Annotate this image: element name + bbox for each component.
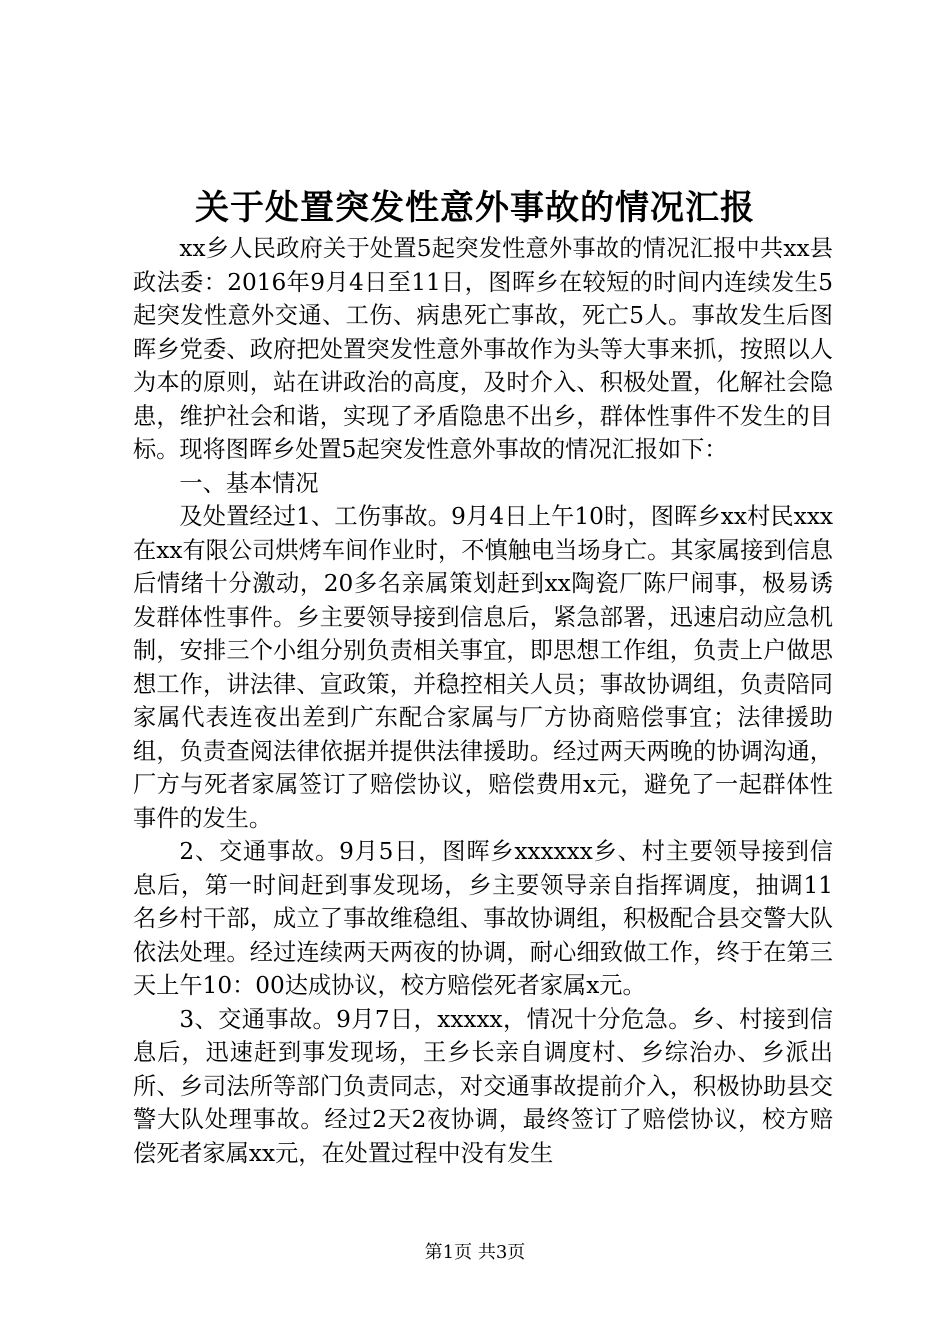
paragraph-intro: xx乡人民政府关于处置5起突发性意外事故的情况汇报中共xx县政法委：2016年9月4日至11日，图晖乡在较短的时间内连续发生5起突发性意外交通、工伤、病患死亡事故，死亡5人。事故发生后图晖乡党委、政府把处置突发性意外事故作为头等大事来抓，按照以人为本的原则，站在讲政治的高度，及时介入、积极处置，化解社会隐患，维护社会和谐，实现了矛盾隐患不出乡，群体性事件不发生的目标。现将图晖乡处置5起突发性意外事故的情况汇报如下：	[133, 235, 833, 463]
document-title: 关于处置突发性意外事故的情况汇报	[195, 188, 755, 228]
section-heading-basic-info: 一、基本情况	[179, 469, 319, 497]
document-body	[133, 232, 833, 1170]
paragraph-traffic-accident-3: 3、交通事故。9月7日，xxxxx，情况十分危急。乡、村接到信息后，迅速赶到事发现场，王乡长亲自调度村、乡综治办、乡派出所、乡司法所等部门负责同志，对交通事故提前介入，积极协助县交警大队处理事故。经过2天2夜协调，最终签订了赔偿协议，校方赔偿死者家属xx元，在处置过程中没有发生	[133, 1005, 833, 1167]
page-number-footer: 第1页 共3页	[424, 1242, 526, 1263]
paragraph-work-injury: 及处置经过1、工伤事故。9月4日上午10时，图晖乡xx村民xxx在xx有限公司烘烤车间作业时，不慎触电当场身亡。其家属接到信息后情绪十分激动，20多名亲属策划赶到xx陶瓷厂陈尸闹事，极易诱发群体性事件。乡主要领导接到信息后，紧急部署，迅速启动应急机制，安排三个小组分别负责相关事宜，即思想工作组，负责上户做思想工作，讲法律、宣政策，并稳控相关人员；事故协调组，负责陪同家属代表连夜出差到广东配合家属与厂方协商赔偿事宜；法律援助组，负责查阅法律依据并提供法律援助。经过两天两晚的协调沟通，厂方与死者家属签订了赔偿协议，赔偿费用x元，避免了一起群体性事件的发生。	[133, 503, 833, 832]
paragraph-traffic-accident-2: 2、交通事故。9月5日，图晖乡xxxxxx乡、村主要领导接到信息后，第一时间赶到事发现场，乡主要领导亲自指挥调度，抽调11名乡村干部，成立了事故维稳组、事故协调组，积极配合县交警大队依法处理。经过连续两天两夜的协调，耐心细致做工作，终于在第三天上午10：00达成协议，校方赔偿死者家属x元。	[133, 838, 833, 999]
